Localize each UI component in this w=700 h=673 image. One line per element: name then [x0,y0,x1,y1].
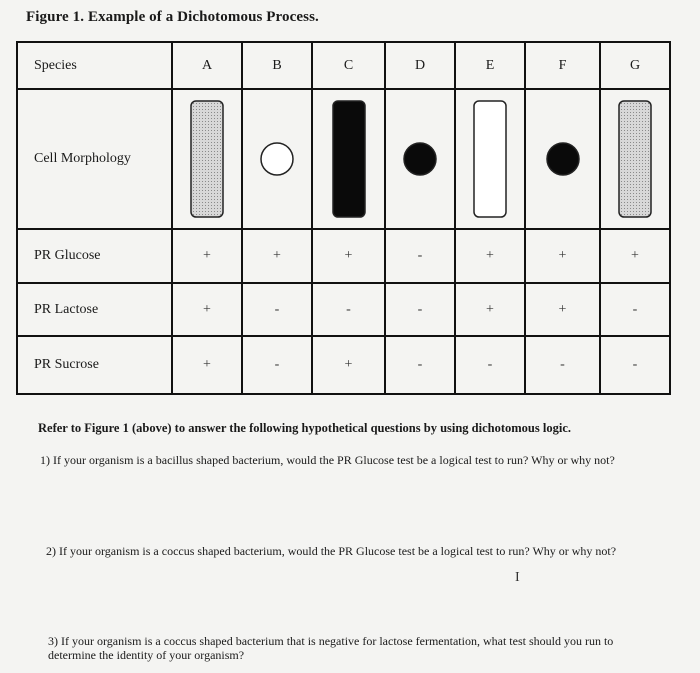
morphology-cell [242,89,312,229]
text-cursor-icon: I [515,570,520,585]
column-header: A [172,42,242,89]
bacillus-shape [619,101,651,217]
test-result: + [455,283,525,337]
test-result: + [172,229,242,283]
question-2: 2) If your organism is a coccus shaped bacterium, would the PR Glucose test be a logical test to run? Why or why not? [46,544,617,558]
species-header: Species [17,42,172,89]
column-header: B [242,42,312,89]
test-label: PR Sucrose [17,336,172,394]
morphology-label: Cell Morphology [17,89,172,229]
test-result: + [312,336,385,394]
test-result: - [385,336,455,394]
bacillus-shape [474,101,506,217]
coccus-shape [404,143,436,175]
morphology-cell [455,89,525,229]
test-result: - [600,336,670,394]
column-header: C [312,42,385,89]
test-result: + [242,229,312,283]
cell-shape-icon [400,97,440,221]
test-result: + [600,229,670,283]
bacillus-shape [333,101,365,217]
coccus-shape [261,143,293,175]
test-result: + [312,229,385,283]
cell-shape-icon [615,97,655,221]
column-header: F [525,42,600,89]
morphology-cell [172,89,242,229]
test-result: - [242,283,312,337]
test-result: + [525,229,600,283]
test-result: - [312,283,385,337]
morphology-cell [600,89,670,229]
question-3: 3) If your organism is a coccus shaped bacterium that is negative for lactose fermentation, what test should you run to determine the identity of your organism? [48,634,614,662]
column-header: D [385,42,455,89]
column-header: G [600,42,670,89]
test-result: - [242,336,312,394]
test-row-sucrose [17,336,670,394]
test-row-lactose [17,283,670,337]
test-result: - [600,283,670,337]
figure-title: Figure 1. Example of a Dichotomous Process. [26,9,319,25]
cell-shape-icon [187,97,227,221]
test-row-glucose [17,229,670,283]
coccus-shape [547,143,579,175]
test-result: - [455,336,525,394]
cell-shape-icon [470,97,510,221]
test-result: - [385,283,455,337]
instructions: Refer to Figure 1 (above) to answer the following hypothetical questions by using dichotomous logic. [38,421,571,435]
cell-shape-icon [543,97,583,221]
dichotomous-table [16,41,671,395]
test-result: + [455,229,525,283]
test-label: PR Glucose [17,229,172,283]
column-header: E [455,42,525,89]
cell-shape-icon [329,97,369,221]
test-result: - [525,336,600,394]
bacillus-shape [191,101,223,217]
test-label: PR Lactose [17,283,172,337]
test-result: + [172,336,242,394]
test-result: - [385,229,455,283]
morphology-row [17,89,670,229]
morphology-cell [312,89,385,229]
header-row [17,42,670,89]
morphology-cell [385,89,455,229]
question-1: 1) If your organism is a bacillus shaped bacterium, would the PR Glucose test be a logical test to run? Why or why not? [40,453,615,467]
test-result: + [172,283,242,337]
test-result: + [525,283,600,337]
cell-shape-icon [257,97,297,221]
morphology-cell [525,89,600,229]
